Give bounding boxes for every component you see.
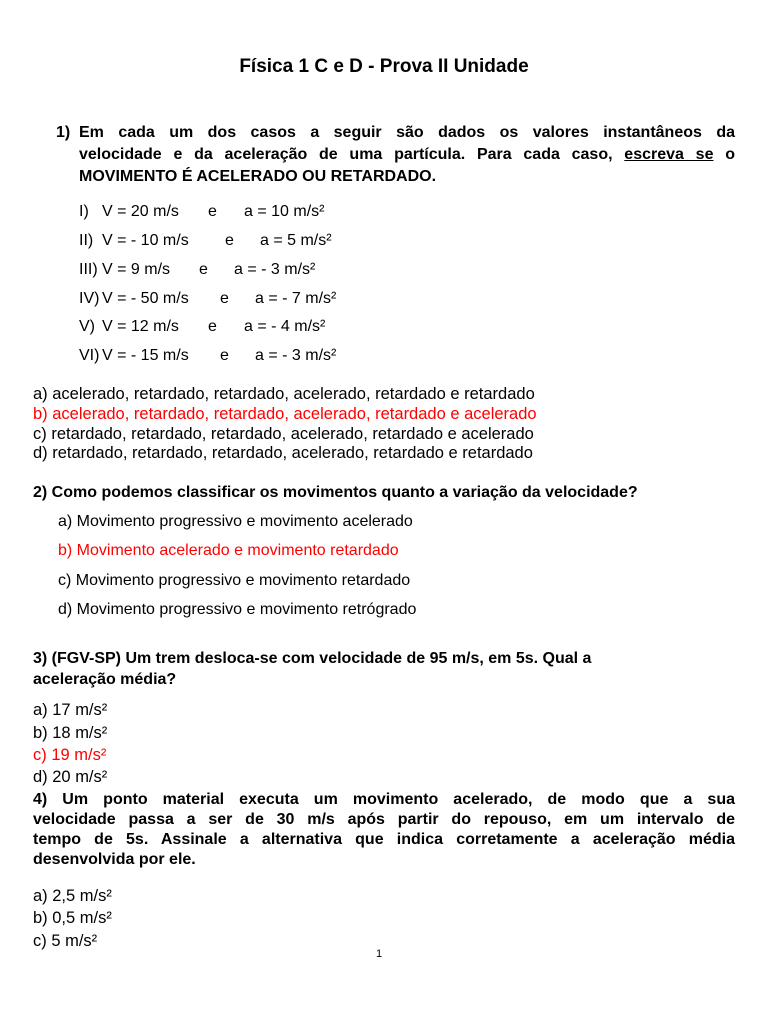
page-title: Física 1 C e D - Prova II Unidade (239, 56, 529, 77)
question-4-text (33, 790, 735, 870)
question-1-line-1: Em cada um dos casos a seguir são dados os valores instantâneos da (79, 124, 735, 141)
q4-option-a: a) 2,5 m/s² (33, 887, 112, 905)
question-1-text (79, 122, 735, 188)
question-1-number: 1) (56, 124, 71, 141)
case-row: VI) V = - 15 m/s e a = - 3 m/s² (79, 347, 337, 364)
underlined-phrase: escreva se (624, 146, 714, 163)
q2-option-a: a) Movimento progressivo e movimento acelerado (58, 513, 413, 530)
question-1-line-2: velocidade e da aceleração de uma partícula. Para cada caso, escreva se o (79, 146, 735, 163)
question-4-line-3: tempo de 5s. Assinale a alternativa que indica corretamente a aceleração média (33, 831, 735, 848)
q2-option-d: d) Movimento progressivo e movimento retrógrado (58, 601, 417, 618)
q4-option-b: b) 0,5 m/s² (33, 909, 112, 927)
question-1-line-3: MOVIMENTO É ACELERADO OU RETARDADO. (79, 168, 437, 185)
question-4-line-1: 4) Um ponto material executa um movimento acelerado, de modo que a sua (33, 791, 735, 808)
question-4-line-2: velocidade passa a ser de 30 m/s após partir do repouso, em um intervalo de (33, 811, 735, 828)
q1-option-b-correct: b) acelerado, retardado, retardado, acelerado, retardado e acelerado (33, 405, 537, 423)
case-row: V) V = 12 m/s e a = - 4 m/s² (79, 318, 326, 335)
question-2-text: 2) Como podemos classificar os movimentos quanto a variação da velocidade? (33, 484, 638, 501)
case-row: II) V = - 10 m/s e a = 5 m/s² (79, 232, 332, 249)
q3-option-a: a) 17 m/s² (33, 701, 108, 719)
case-row: I) V = 20 m/s e a = 10 m/s² (79, 203, 325, 220)
question-4-line-4: desenvolvida por ele. (33, 851, 196, 868)
q3-option-d: d) 20 m/s² (33, 768, 108, 786)
q3-option-c-correct: c) 19 m/s² (33, 746, 107, 764)
page-number: 1 (376, 948, 383, 960)
question-3-line-1: 3) (FGV-SP) Um trem desloca-se com velocidade de 95 m/s, em 5s. Qual a (33, 650, 592, 667)
q3-option-b: b) 18 m/s² (33, 724, 108, 742)
q2-option-b-correct: b) Movimento acelerado e movimento retardado (58, 542, 399, 559)
q1-option-a: a) acelerado, retardado, retardado, acelerado, retardado e retardado (33, 385, 535, 403)
q1-option-c: c) retardado, retardado, retardado, acelerado, retardado e acelerado (33, 425, 534, 443)
q4-option-c: c) 5 m/s² (33, 932, 98, 950)
q2-option-c: c) Movimento progressivo e movimento retardado (58, 572, 411, 589)
q1-option-d: d) retardado, retardado, retardado, acelerado, retardado e retardado (33, 444, 533, 462)
question-3-line-2: aceleração média? (33, 671, 177, 688)
case-row: IV) V = - 50 m/s e a = - 7 m/s² (79, 290, 337, 307)
case-row: III) V = 9 m/s e a = - 3 m/s² (79, 261, 316, 278)
